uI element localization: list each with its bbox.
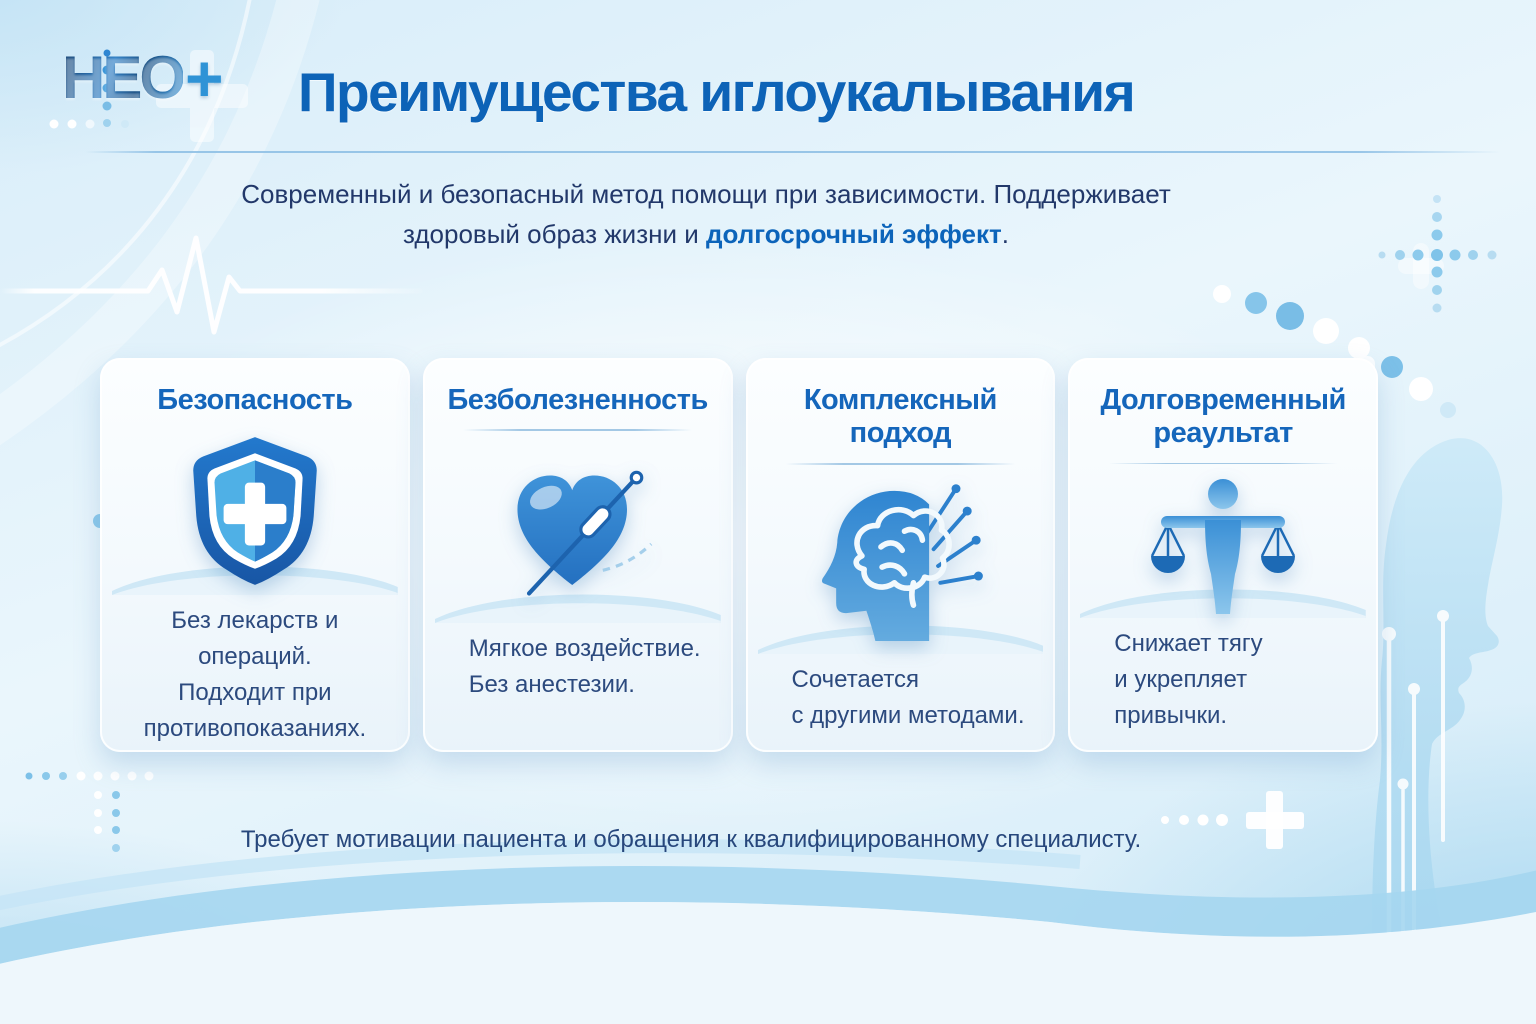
card-title: Долговременный реаультат [1100, 384, 1346, 450]
card-text: Сочетается с другими методами. [791, 666, 1025, 729]
logo-text: НЕО [62, 44, 184, 111]
intro-accent: долгосрочный эффект [705, 219, 1002, 250]
benefit-cards [100, 358, 1378, 752]
intro-line1: Современный и безопасный метод помощи при зависимости. Поддерживает [241, 179, 1171, 209]
card-complex-approach [746, 358, 1056, 752]
card-title: Комплексный подход [803, 384, 997, 450]
page-title: Преимущества иглоукалывания [298, 61, 1135, 123]
card-safety [100, 358, 410, 752]
heart-needle-icon [480, 446, 675, 604]
card-title: Безболезненность [447, 384, 708, 416]
intro-line2-suffix: . [1001, 219, 1009, 250]
neo-plus-logo [62, 41, 224, 115]
head-brain-needles-icon [800, 473, 1000, 641]
card-text: Без лекарств и операций. Подходит при противопоказаниях. [143, 607, 367, 743]
intro-line2-prefix: здоровый образ жизни и [403, 219, 706, 250]
card-text: Мягкое воздействие. Без анестезии. [468, 635, 701, 699]
intro-text [0, 174, 1412, 255]
shield-cross-icon [174, 429, 336, 591]
bottom-swoosh [0, 846, 1536, 1024]
card-title: Безопасность [157, 384, 353, 416]
card-text: Снижает тягу и укрепляет привычки. [1114, 630, 1263, 729]
card-lasting-result [1068, 358, 1378, 752]
footer-note: Требует мотивации пациента и обращения к квалифицированному специалисту. [240, 826, 1142, 853]
logo-plus-icon: + [185, 41, 224, 115]
person-scales-icon [1128, 464, 1318, 614]
card-painless [423, 358, 733, 752]
